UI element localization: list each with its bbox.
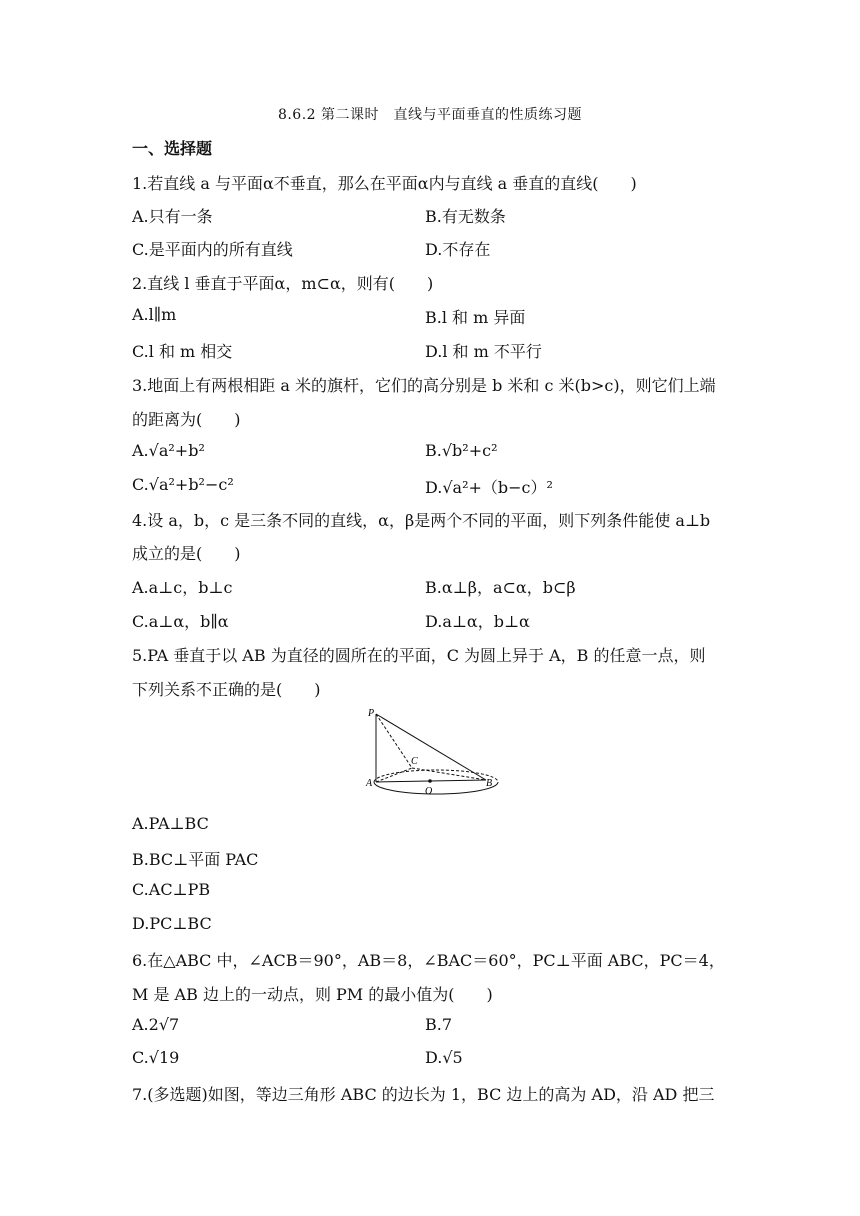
question-2-option-b: B.l 和 m 异面: [425, 308, 526, 327]
segment-pb: [376, 714, 486, 780]
question-3-option-b: B.√b²+c²: [425, 441, 498, 460]
question-6-stem-line1: 6.在△ABC 中，∠ACB＝90°，AB＝8，∠BAC＝60°，PC⊥平面 ABC，PC＝4，: [132, 951, 725, 970]
question-5-option-b: B.BC⊥平面 PAC: [132, 850, 259, 869]
segment-pc: [376, 714, 412, 768]
page-title: 8.6.2 第二课时 直线与平面垂直的性质练习题: [277, 107, 583, 123]
question-5-option-a: A.PA⊥BC: [132, 814, 209, 833]
question-2-stem: 2.直线 l 垂直于平面α，m⊂α，则有( ): [132, 274, 434, 293]
question-4-stem-line2: 成立的是( ): [132, 544, 241, 563]
question-2-option-d: D.l 和 m 不平行: [425, 342, 542, 361]
base-circle-front: [374, 782, 498, 794]
question-5-option-c: C.AC⊥PB: [132, 880, 211, 899]
label-b: B: [486, 778, 493, 789]
question-3-stem-line1: 3.地面上有两根相距 a 米的旗杆，它们的高分别是 b 米和 c 米(b>c)，则它们上端: [132, 376, 716, 395]
label-c: C: [411, 756, 418, 767]
cone-figure: [364, 706, 504, 798]
question-5-stem-line1: 5.PA 垂直于以 AB 为直径的圆所在的平面，C 为圆上异于 A，B 的任意一点，则: [132, 646, 706, 665]
question-1-option-b: B.有无数条: [425, 207, 506, 226]
question-6-option-d: D.√5: [425, 1048, 463, 1067]
question-6-option-b: B.7: [425, 1015, 453, 1034]
segment-ac: [376, 768, 412, 782]
question-4-option-d: D.a⊥α，b⊥α: [425, 612, 530, 631]
question-6-option-a: A.2√7: [132, 1015, 180, 1034]
question-1-option-d: D.不存在: [425, 240, 491, 259]
question-1-option-a: A.只有一条: [132, 207, 213, 226]
question-6-option-c: C.√19: [132, 1048, 180, 1067]
question-1-option-c: C.是平面内的所有直线: [132, 240, 293, 259]
label-a: A: [366, 778, 373, 789]
question-5-stem-line2: 下列关系不正确的是( ): [132, 680, 321, 699]
question-4-option-a: A.a⊥c，b⊥c: [132, 578, 233, 597]
question-4-option-b: B.α⊥β，a⊂α，b⊂β: [425, 578, 576, 597]
question-3-option-d: D.√a²+（b−c）²: [425, 478, 553, 497]
center-point: [428, 779, 432, 783]
question-4-stem-line1: 4.设 a，b，c 是三条不同的直线，α，β是两个不同的平面，则下列条件能使 a⊥b: [132, 511, 711, 530]
label-o: O: [425, 786, 433, 797]
question-2-option-c: C.l 和 m 相交: [132, 342, 233, 361]
question-7-stem-line1: 7.(多选题)如图，等边三角形 ABC 的边长为 1，BC 边上的高为 AD，沿 AD 把三: [132, 1085, 715, 1104]
question-1-stem: 1.若直线 a 与平面α不垂直，那么在平面α内与直线 a 垂直的直线( ): [132, 174, 637, 193]
question-4-option-c: C.a⊥α，b∥α: [132, 612, 229, 631]
section-heading: 一、选择题: [132, 139, 213, 158]
label-p: P: [368, 708, 375, 719]
question-3-stem-line2: 的距离为( ): [132, 410, 241, 429]
question-5-option-d: D.PC⊥BC: [132, 914, 212, 933]
question-3-option-c: C.√a²+b²−c²: [132, 475, 234, 494]
question-2-option-a: A.l∥m: [132, 305, 177, 324]
question-6-stem-line2: M 是 AB 边上的一动点，则 PM 的最小值为( ): [132, 985, 493, 1004]
question-3-option-a: A.√a²+b²: [132, 441, 205, 460]
